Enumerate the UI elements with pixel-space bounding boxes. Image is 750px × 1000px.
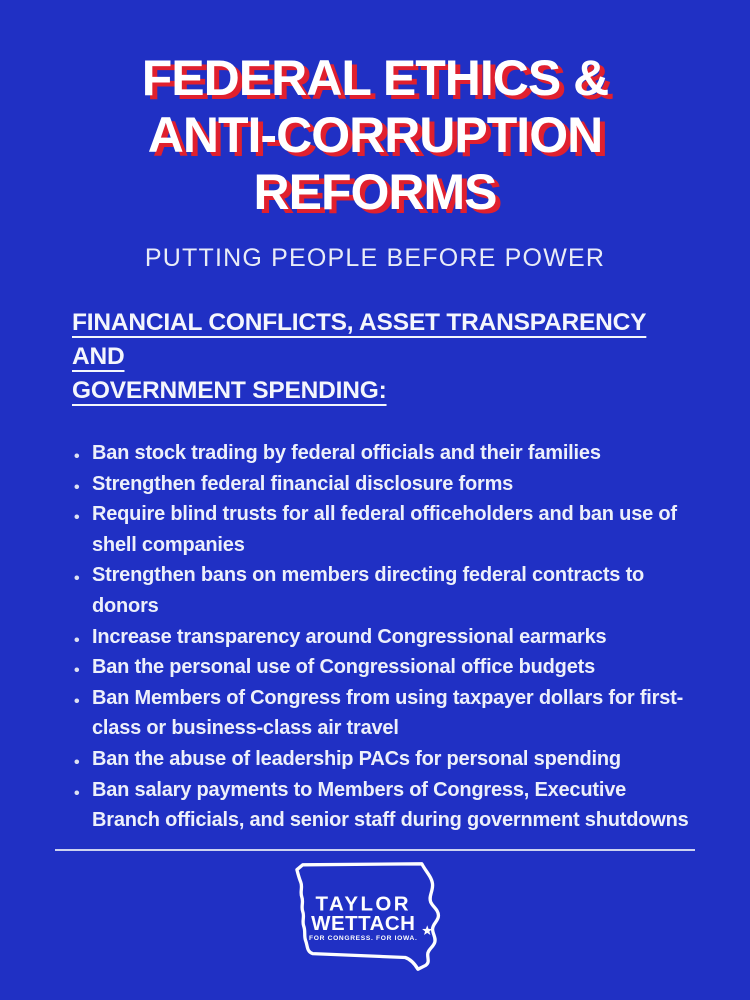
list-item: • Ban salary payments to Members of Congress, Executive Branch officials, and senior staff during government shutdowns bbox=[72, 775, 692, 836]
list-item: • Require blind trusts for all federal officeholders and ban use of shell companies bbox=[72, 499, 692, 560]
section-heading-line-2: GOVERNMENT SPENDING: bbox=[72, 377, 387, 404]
list-item: • Strengthen federal financial disclosure forms bbox=[72, 469, 692, 500]
header bbox=[0, 0, 750, 273]
page-title bbox=[0, 50, 750, 221]
reforms-bullet-list bbox=[72, 438, 692, 836]
list-item: • Strengthen bans on members directing federal contracts to donors bbox=[72, 560, 692, 621]
star-icon bbox=[422, 925, 432, 935]
list-item: • Ban the abuse of leadership PACs for personal spending bbox=[72, 744, 692, 775]
list-item: • Ban Members of Congress from using taxpayer dollars for first-class or business-class air travel bbox=[72, 683, 692, 744]
list-item: • Ban stock trading by federal officials and their families bbox=[72, 438, 692, 469]
title-line-1: FEDERAL ETHICS & bbox=[141, 50, 609, 106]
content-section bbox=[72, 306, 692, 836]
title-line-3: REFORMS bbox=[253, 164, 497, 220]
candidate-last-name: WETTACH bbox=[311, 912, 416, 936]
candidate-first-name: TAYLOR bbox=[315, 892, 412, 916]
footer bbox=[0, 856, 750, 983]
section-heading-line-1: FINANCIAL CONFLICTS, ASSET TRANSPARENCY AND bbox=[72, 309, 647, 370]
section-heading bbox=[72, 306, 692, 408]
divider bbox=[55, 849, 695, 851]
list-item: • Ban the personal use of Congressional office budgets bbox=[72, 652, 692, 683]
subtitle: PUTTING PEOPLE BEFORE POWER bbox=[144, 244, 606, 272]
campaign-logo bbox=[287, 856, 463, 978]
title-line-2: ANTI-CORRUPTION bbox=[147, 107, 603, 163]
campaign-tagline: FOR CONGRESS. FOR IOWA. bbox=[309, 934, 418, 942]
list-item: • Increase transparency around Congressional earmarks bbox=[72, 622, 692, 653]
